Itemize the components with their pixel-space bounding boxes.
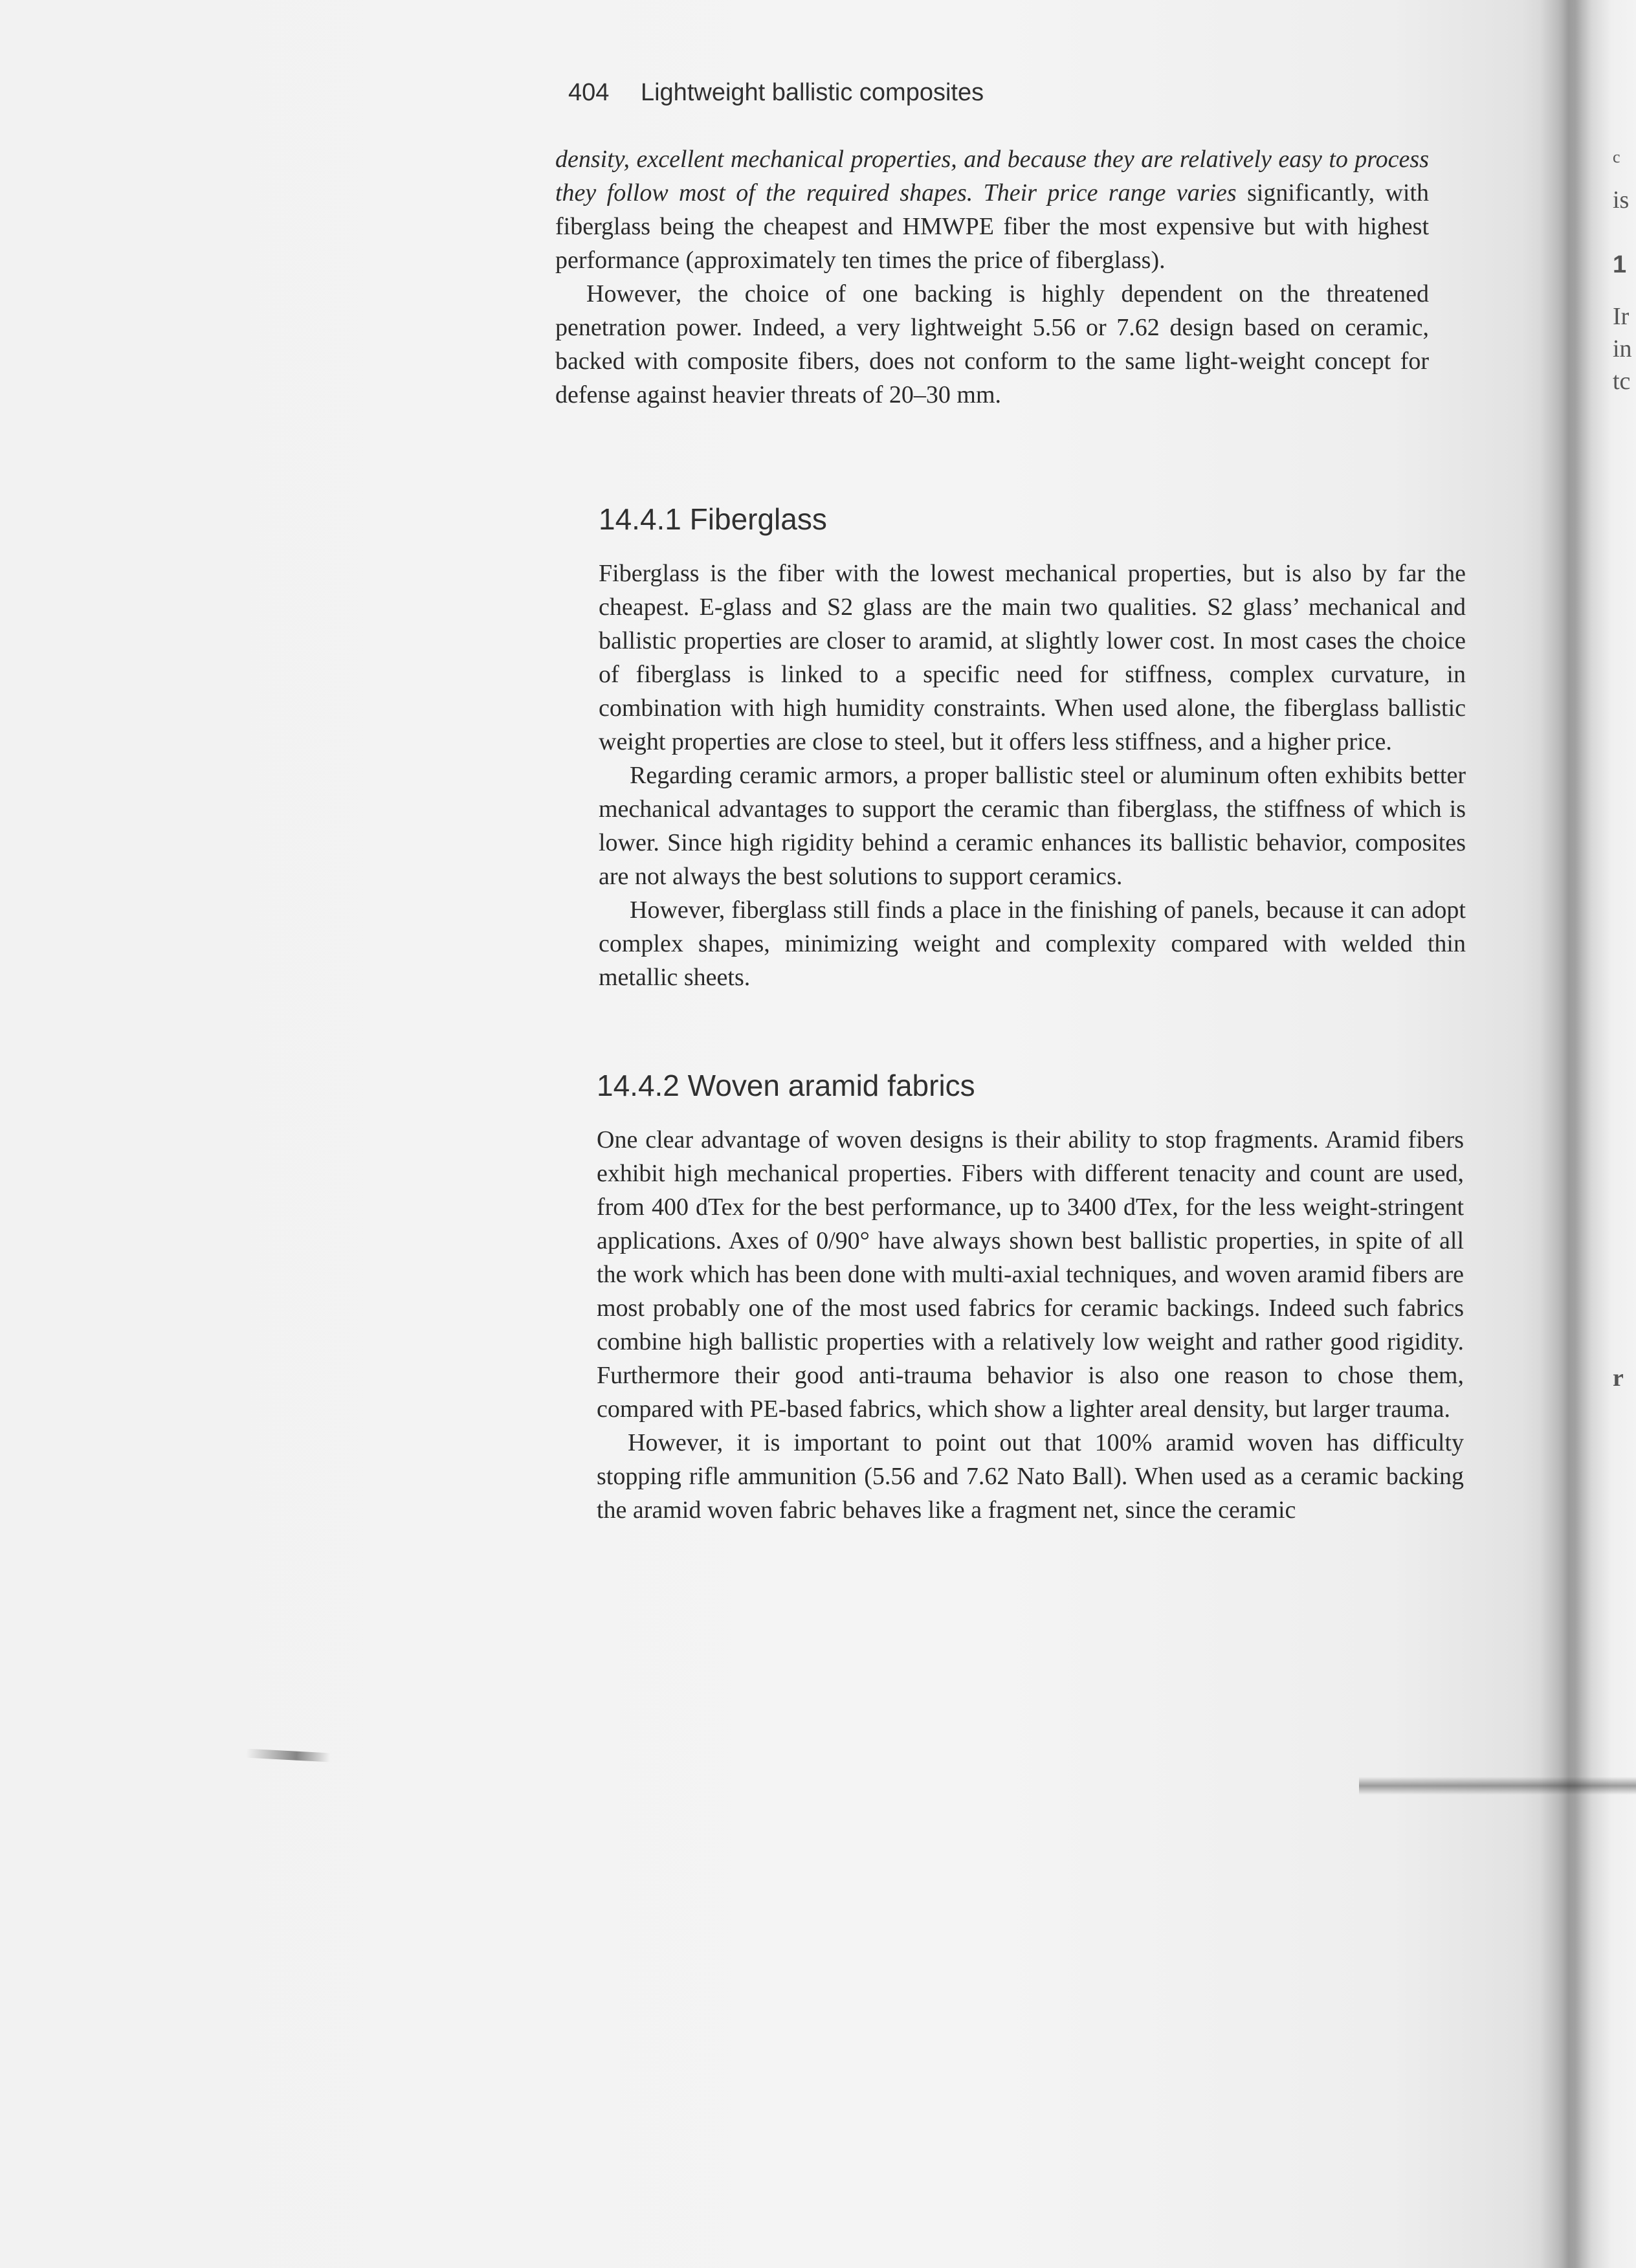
facing-fragment: Ir [1613,303,1630,330]
intro-italic-text: density, excellent mechanical properties, and because they are relatively easy to process they follow most of the required shapes. Their price range varies [555,146,1429,206]
fiberglass-section-text [599,557,1466,994]
running-title: Lightweight ballistic composites [640,79,984,106]
fiberglass-paragraph-2: Regarding ceramic armors, a proper ballistic steel or aluminum often exhibits better mechanical advantages to support the ceramic than fiberglass, the stiffness of which is lower. Since high rigidity behind a ceramic enhances its ballistic behavior, composites are not always the best solutions to support ceramics. [599,762,1466,890]
facing-fragment: tc [1613,368,1631,395]
woven-paragraph-1: One clear advantage of woven designs is their ability to stop fragments. Aramid fibers exhibit high mechanical properties. Fibers with different tenacity and count are used, from 400 dTex for the best performance, up to 3400 dTex, for the less weight-stringent applications. Axes of 0/90° have always shown best ballistic properties, in spite of all the work which has been done with multi-axial techniques, and woven aramid fibers are most probably one of the most used fabrics for ceramic backings. Indeed such fabrics combine high ballistic properties with a relatively low weight and rather good rigidity. Furthermore their good anti-trauma behavior is also one reason to chose them, compared with PE-based fabrics, which show a lighter areal density, but larger trauma. [597,1126,1464,1423]
section-heading-woven-aramid: 14.4.2 Woven aramid fabrics [597,1069,975,1102]
section-heading-fiberglass: 14.4.1 Fiberglass [599,502,827,536]
fiberglass-paragraph-1: Fiberglass is the fiber with the lowest mechanical properties, but is also by far the cheapest. E-glass and S2 glass are the main two qualities. S2 glass’ mechanical and ballistic properties are closer to aramid, at slightly lower cost. In most cases the choice of fiberglass is linked to a specific need for stiffness, complex curvature, in combination with high humidity constraints. When used alone, the fiberglass ballistic weight properties are close to steel, but it offers less stiffness, and a higher price. [599,560,1466,755]
intro-text [555,142,1429,412]
facing-fragment: in [1613,335,1632,362]
binding-gutter-shadow [1540,0,1592,2268]
page-edge-shadow [1359,1777,1636,1795]
woven-paragraph-2: However, it is important to point out that 100% aramid woven has difficulty stopping rifle ammunition (5.56 and 7.62 Nato Ball). When used as a ceramic backing the aramid woven fabric behaves like a fragment net, since the ceramic [597,1429,1464,1524]
facing-fragment: is [1613,186,1630,214]
facing-fragment: c [1613,148,1620,166]
facing-fragment: r [1613,1364,1624,1392]
page-number: 404 [568,79,610,106]
fiberglass-paragraph-3: However, fiberglass still finds a place in the finishing of panels, because it can adopt complex shapes, minimizing weight and complexity compared with welded thin metallic sheets. [599,896,1466,991]
intro-paragraph-1 [555,142,1429,277]
intro-paragraph-2: However, the choice of one backing is highly dependent on the threatened penetration power. Indeed, a very lightweight 5.56 or 7.62 design based on ceramic, backed with composite fibers, does not conform to the same light-weight concept for defense against heavier threats of 20–30 mm. [555,280,1429,408]
running-head [568,79,984,107]
woven-section-text [597,1123,1464,1527]
intro-text-rest: significantly, with fiberglass being the cheapest and HMWPE fiber the most expensive but with highest performance (approximately ten times the price of fiberglass). [555,179,1429,274]
facing-fragment: 1 [1613,251,1627,278]
